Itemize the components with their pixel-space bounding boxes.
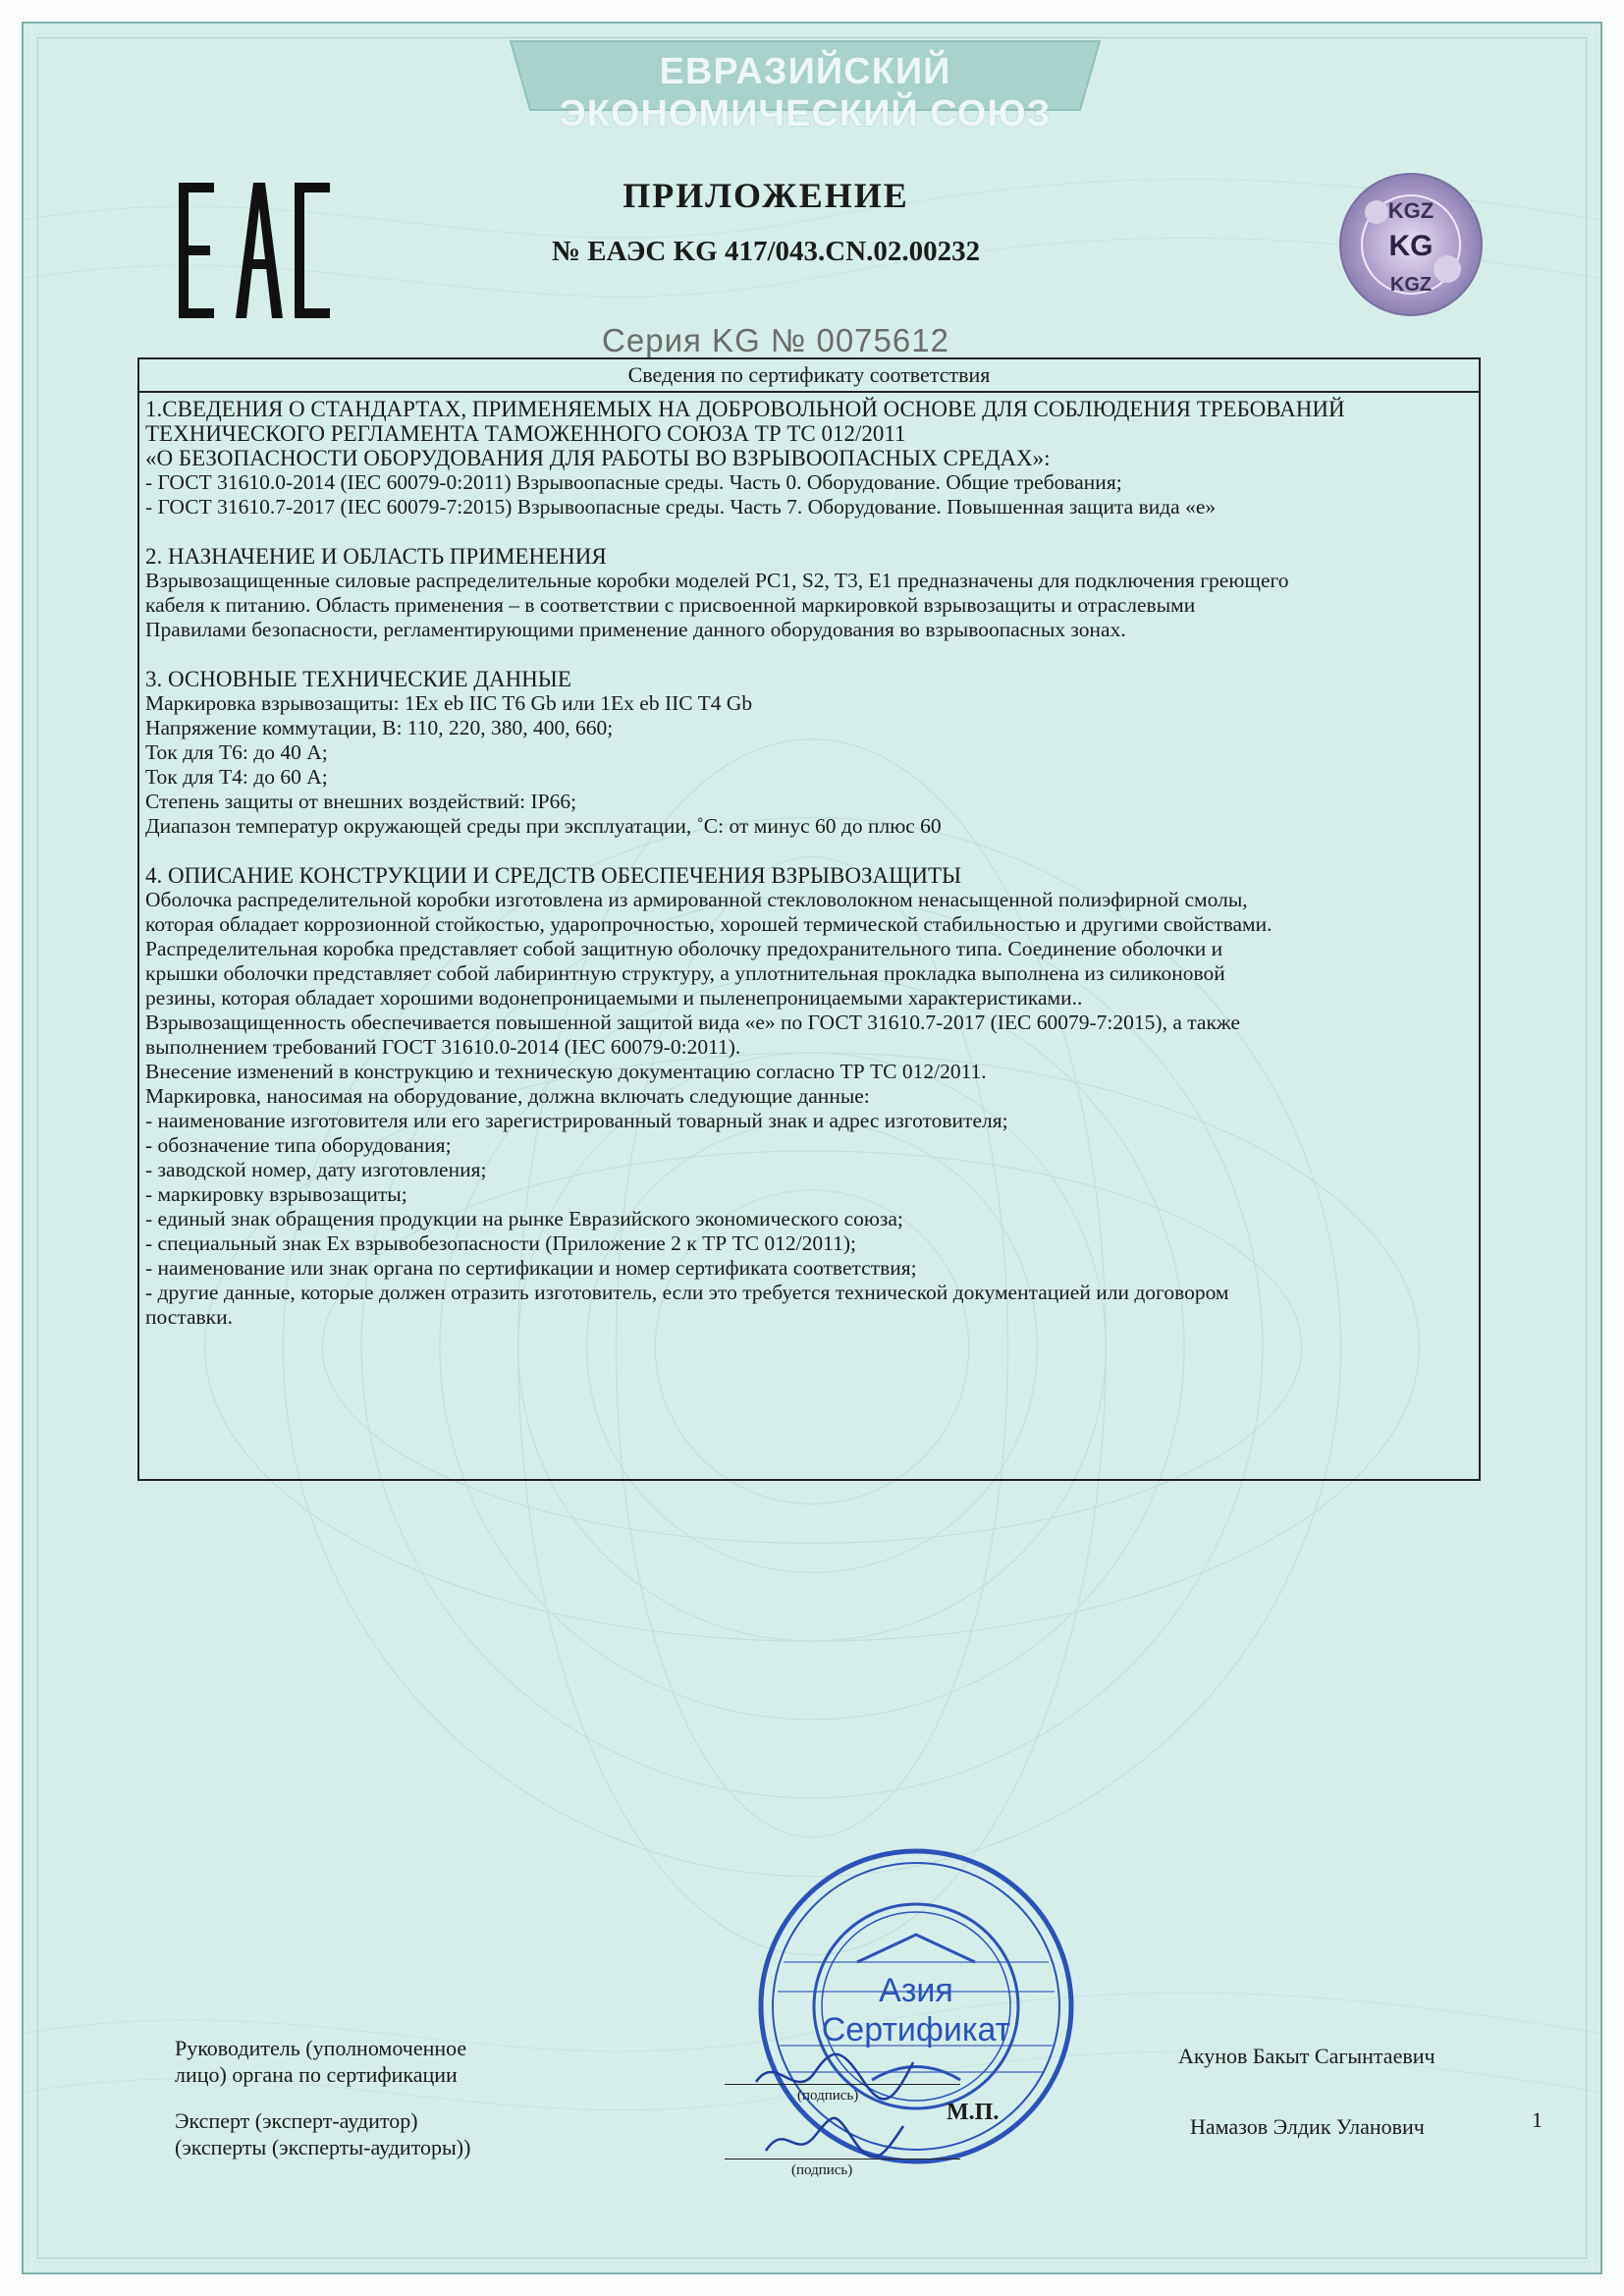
section3-line: Диапазон температур окружающей среды при эксплуатации, ˚С: от минус 60 до плюс 60 <box>145 814 942 838</box>
section1-heading-line: ТЕХНИЧЕСКОГО РЕГЛАМЕНТА ТАМОЖЕННОГО СОЮЗА ТР ТС 012/2011 <box>145 421 906 446</box>
section1-line: - ГОСТ 31610.0-2014 (IEC 60079-0:2011) Взрывоопасные среды. Часть 0. Оборудование. Общие требования; <box>145 470 1122 494</box>
hologram-seal <box>1337 171 1485 318</box>
details-body <box>139 397 1479 1330</box>
details-heading: Сведения по сертификату соответствия <box>139 359 1479 393</box>
section4-line: - обозначение типа оборудования; <box>145 1133 452 1157</box>
section4-line: поставки. <box>145 1305 234 1329</box>
certificate-details-box <box>137 357 1481 1481</box>
section3-line: Ток для Т4: до 60 А; <box>145 765 328 789</box>
hologram-text-mid: KG <box>1388 230 1434 262</box>
page-number: 1 <box>1532 2107 1543 2132</box>
certificate-number: № ЕАЭС KG 417/043.CN.02.00232 <box>551 236 981 267</box>
section1-heading-line: «О БЕЗОПАСНОСТИ ОБОРУДОВАНИЯ ДЛЯ РАБОТЫ ВО ВЗРЫВООПАСНЫХ СРЕДАХ»: <box>145 446 1051 470</box>
section3-heading: 3. ОСНОВНЫЕ ТЕХНИЧЕСКИЕ ДАННЫЕ <box>145 667 571 691</box>
section4-line: - наименование изготовителя или его зарегистрированный товарный знак и адрес изготовителя; <box>145 1109 1008 1132</box>
head-signature-caption: (подпись) <box>797 2088 859 2104</box>
section4-line: - единый знак обращения продукции на рынке Евразийского экономического союза; <box>145 1207 903 1230</box>
section2-heading: 2. НАЗНАЧЕНИЕ И ОБЛАСТЬ ПРИМЕНЕНИЯ <box>145 544 607 569</box>
section4-line: Оболочка распределительной коробки изготовлена из армированной стекловолокном ненасыщенной полиэфирной смолы, <box>145 888 1248 911</box>
section1-line: - ГОСТ 31610.7-2017 (IEC 60079-7:2015) Взрывоопасные среды. Часть 7. Оборудование. Повышенная защита вида «е» <box>145 495 1217 519</box>
head-name: Акунов Бакыт Сагынтаевич <box>1178 2044 1435 2068</box>
section4-line: - заводской номер, дату изготовления; <box>145 1158 487 1181</box>
hologram-text-top: KGZ <box>1387 198 1435 223</box>
section3-line: Степень защиты от внешних воздействий: IP66; <box>145 790 577 813</box>
section4-line: - наименование или знак органа по сертификации и номер сертификата соответствия; <box>145 1256 917 1280</box>
section4-heading: 4. ОПИСАНИЕ КОНСТРУКЦИИ И СРЕДСТВ ОБЕСПЕЧЕНИЯ ВЗРЫВОЗАЩИТЫ <box>145 863 962 888</box>
section4-line: Распределительная коробка представляет собой защитную оболочку предохранительного типа. Соединение оболочки и <box>145 937 1223 960</box>
series-number: Серия KG № 0075612 <box>602 322 949 358</box>
section4-line: - другие данные, которые должен отразить изготовитель, если это требуется технической документацией или договором <box>145 1281 1229 1304</box>
stamp-text-line2: Сертификат <box>821 2011 1011 2049</box>
page-title: ПРИЛОЖЕНИЕ <box>623 176 909 215</box>
section4-line: Взрывозащищенность обеспечивается повышенной защитой вида «е» по ГОСТ 31610.7-2017 (IEC 60079-7:2015), а также <box>145 1011 1240 1034</box>
section3-line: Напряжение коммутации, В: 110, 220, 380, 400, 660; <box>145 716 614 739</box>
expert-label-line1: Эксперт (эксперт-аудитор) <box>175 2108 418 2133</box>
section4-line: которая обладает коррозионной стойкостью, ударопрочностью, хорошей термической стабильностью и другими свойствами. <box>145 912 1272 936</box>
section3-line: Маркировка взрывозащиты: 1Ex eb IIC T6 Gb или 1Ex eb IIC T4 Gb <box>145 691 753 715</box>
union-banner-text: ЕВРАЗИЙСКИЙ ЭКОНОМИЧЕСКИЙ СОЮЗ <box>559 51 1052 135</box>
expert-name: Намазов Элдик Уланович <box>1190 2114 1425 2139</box>
section4-line: - маркировку взрывозащиты; <box>145 1182 407 1206</box>
handwritten-signatures <box>746 2043 923 2170</box>
section1-heading-line: 1.СВЕДЕНИЯ О СТАНДАРТАХ, ПРИМЕНЯЕМЫХ НА ДОБРОВОЛЬНОЙ ОСНОВЕ ДЛЯ СОБЛЮДЕНИЯ ТРЕБОВАНИЙ <box>145 397 1345 421</box>
eac-logo <box>175 177 332 324</box>
head-label-line2: лицо) органа по сертификации <box>175 2062 458 2087</box>
section3-line: Ток для Т6: до 40 А; <box>145 740 328 764</box>
expert-label-line2: (эксперты (эксперты-аудиторы)) <box>175 2135 471 2159</box>
section4-line: Маркировка, наносимая на оборудование, должна включать следующие данные: <box>145 1084 870 1108</box>
head-label-line1: Руководитель (уполномоченное <box>175 2036 467 2060</box>
section4-line: выполнением требований ГОСТ 31610.0-2014 (IEC 60079-0:2011). <box>145 1035 741 1059</box>
section2-line: Взрывозащищенные силовые распределительные коробки моделей PC1, S2, T3, E1 предназначены для подключения греющего <box>145 569 1289 592</box>
stamp-text-line1: Азия <box>879 1972 953 2009</box>
section4-line: резины, которая обладает хорошими водонепроницаемыми и пыленепроницаемыми характеристиками.. <box>145 986 1083 1010</box>
stamp-place-mark: М.П. <box>947 2100 1000 2125</box>
section2-line: Правилами безопасности, регламентирующими применение данного оборудования во взрывоопасных зонах. <box>145 618 1126 641</box>
section4-line: Внесение изменений в конструкцию и техническую документацию согласно ТР ТС 012/2011. <box>145 1060 987 1083</box>
hologram-text-bot: KGZ <box>1389 274 1433 296</box>
section4-line: крышки оболочки представляет собой лабиринтную структуру, а уплотнительная прокладка выполнена из силиконовой <box>145 961 1225 985</box>
section2-line: кабеля к питанию. Область применения – в соответствии с присвоенной маркировкой взрывозащиты и отраслевыми <box>145 593 1196 617</box>
section4-line: - специальный знак Ex взрывобезопасности (Приложение 2 к ТР ТС 012/2011); <box>145 1231 856 1255</box>
expert-signature-caption: (подпись) <box>791 2162 853 2178</box>
